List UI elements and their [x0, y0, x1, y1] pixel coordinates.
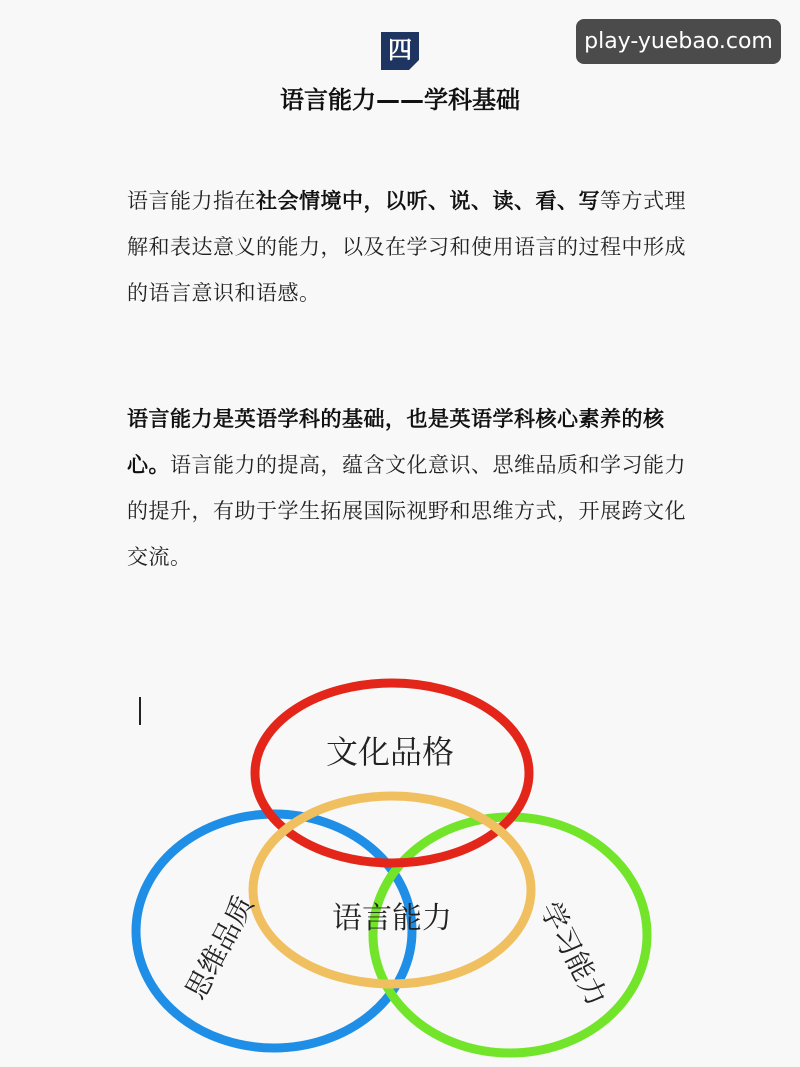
- watermark: play-yuebao.com: [576, 19, 781, 64]
- paragraph-text: 语言能力指在: [127, 189, 256, 213]
- section-title: 语言能力——学科基础: [280, 86, 520, 114]
- venn-label-left: 思维品质: [178, 890, 261, 1005]
- paragraph-emphasis: 语言能力是英语学科的基础，也是英语学科核心素养的核心。: [127, 407, 665, 477]
- venn-label-center: 语言能力: [332, 901, 452, 936]
- paragraph-definition: [127, 178, 687, 316]
- paragraph-text: 语言能力的提高，蕴含文化意识、思维品质和学习能力的提升，有助于学生拓展国际视野和思维方式，开展跨文化交流。: [127, 453, 686, 569]
- paragraph-emphasis: 社会情境中，以听、说、读、看、写: [256, 189, 600, 213]
- venn-diagram: [0, 660, 800, 1067]
- paragraph-text: 等方式理解和表达意义的能力，以及在学习和使用语言的过程中形成的语言意识和语感。: [127, 189, 686, 305]
- section-number-badge: 四: [381, 32, 419, 70]
- venn-circle-top: [255, 683, 529, 863]
- venn-label-top: 文化品格: [325, 733, 455, 771]
- venn-circle-center: [253, 796, 531, 984]
- venn-label-right: 学习能力: [533, 896, 614, 1012]
- paragraph-core-literacy: [127, 396, 687, 580]
